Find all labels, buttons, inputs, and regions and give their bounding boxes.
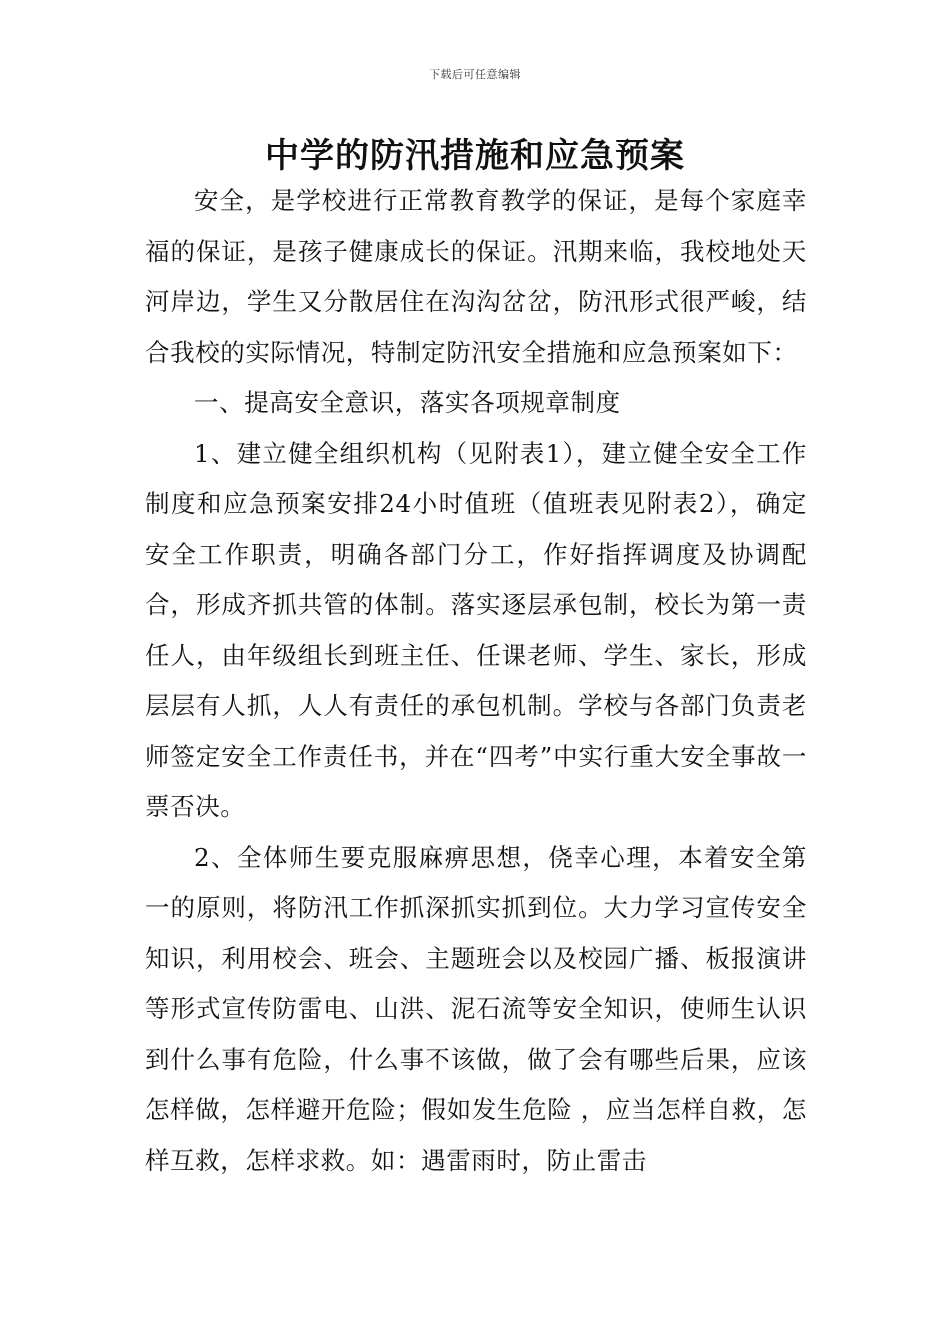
- document-body: [145, 176, 807, 1186]
- paragraph-item-1: 1、建立健全组织机构（见附表1），建立健全安全工作制度和应急预案安排24小时值班（值班表见附表2），确定安全工作职责，明确各部门分工，作好指挥调度及协调配合，形成齐抓共管的体制。落实逐层承包制，校长为第一责任人，由年级组长到班主任、任课老师、学生、家长，形成层层有人抓，人人有责任的承包机制。学校与各部门负责老师签定安全工作责任书，并在“四考”中实行重大安全事故一票否决。: [145, 438, 807, 821]
- paragraph-section-heading: 一、提高安全意识，落实各项规章制度: [194, 388, 621, 417]
- document-title: 中学的防汛措施和应急预案: [265, 136, 685, 176]
- paragraph-intro: 安全，是学校进行正常教育教学的保证，是每个家庭幸福的保证，是孩子健康成长的保证。汛期来临，我校地处天河岸边，学生又分散居住在沟沟岔岔，防汛形式很严峻，结合我校的实际情况，特制定防汛安全措施和应急预案如下：: [145, 186, 807, 367]
- header-note: 下载后可任意编辑: [429, 68, 521, 81]
- paragraph-item-2: 2、全体师生要克服麻痹思想，侥幸心理，本着安全第一的原则，将防汛工作抓深抓实抓到位。大力学习宣传安全知识，利用校会、班会、主题班会以及校园广播、板报演讲等形式宣传防雷电、山洪、泥石流等安全知识，使师生认识到什么事有危险，什么事不该做，做了会有哪些后果，应该怎样做，怎样避开危险；假如发生危险 ，应当怎样自救，怎样互救，怎样求救。如：遇雷雨时，防止雷击: [145, 842, 807, 1175]
